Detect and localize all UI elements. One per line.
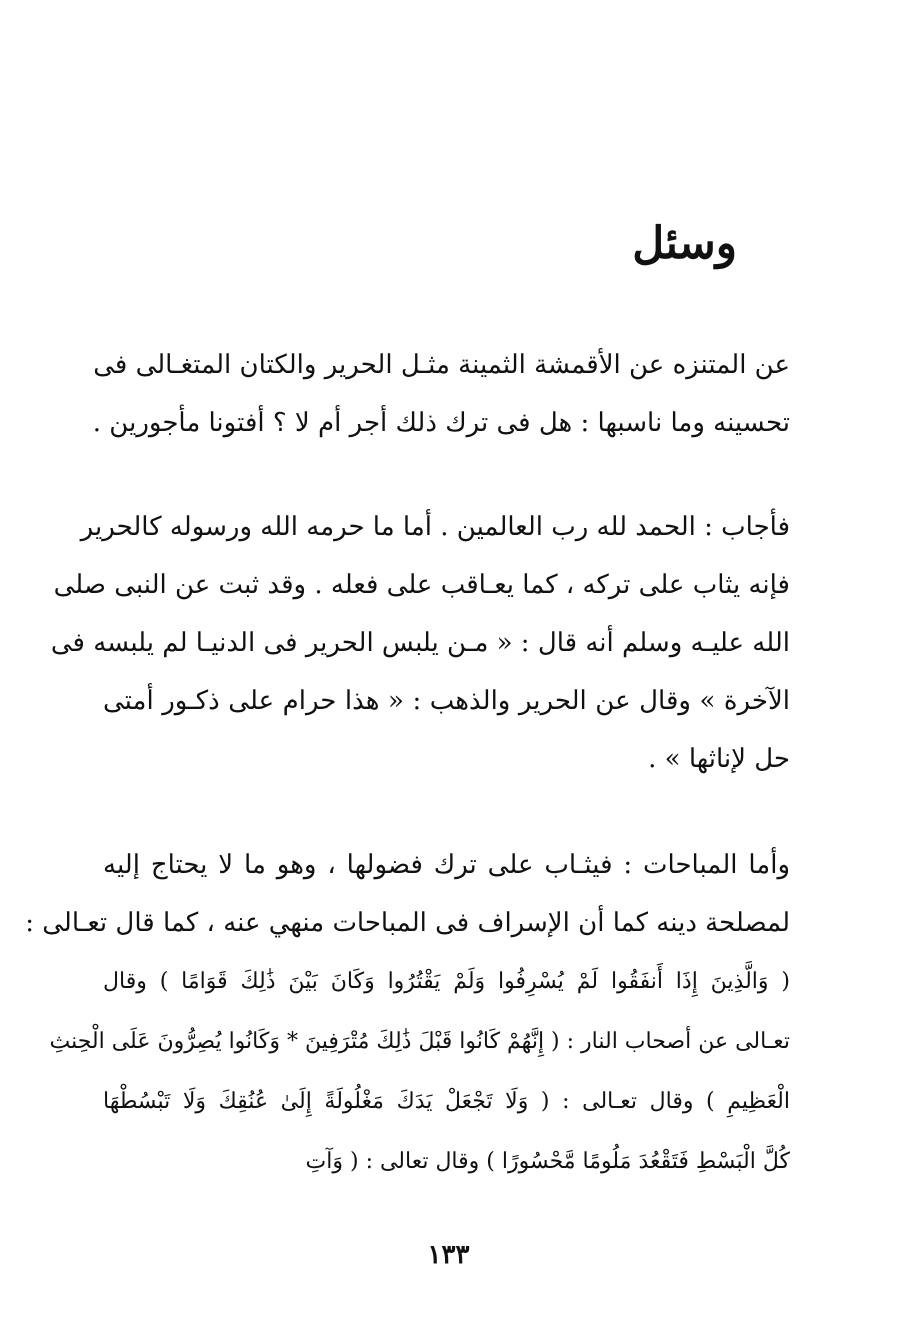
section-heading: وسئل xyxy=(632,218,737,269)
quran-verse-line: الْعَظِيمِ ) وقال تعـالى : ( وَلَا تَجْعَلْ يَدَكَ مَغْلُولَةً إِلَىٰ عُنُقِكَ وَلَا تَبْسُطْهَا xyxy=(103,1089,790,1114)
answer-paragraph xyxy=(50,498,790,788)
mubahat-line: وأما المباحات : فيثـاب على ترك فضولها ، وهو ما لا يحتاج إليه xyxy=(103,850,790,880)
answer-line: حل لإناثها » . xyxy=(648,744,790,774)
answer-line: فإنه يثاب على تركه ، كما يعـاقب على فعله . وقد ثبت عن النبى صلى xyxy=(53,570,790,600)
page-number: ١٣٣ xyxy=(427,1240,470,1270)
quran-verse-line: كُلَّ الْبَسْطِ فَتَقْعُدَ مَلُومًا مَّحْسُورًا ) وقال تعالى : ( وَآتِ xyxy=(305,1149,790,1174)
quran-verse-line: ( وَالَّذِينَ إِذَا أَنفَقُوا لَمْ يُسْرِفُوا وَلَمْ يَقْتُرُوا وَكَانَ بَيْنَ ذَٰلِكَ قَوَامًا ) وقال xyxy=(103,969,790,994)
quran-verse-line: تعـالى عن أصحاب النار : ( إِنَّهُمْ كَانُوا قَبْلَ ذَٰلِكَ مُتْرَفِينَ * وَكَانُوا يُصِرُّونَ عَلَى الْحِنثِ xyxy=(49,1029,790,1054)
answer-line: فأجاب : الحمد لله رب العالمين . أما ما حرمه الله ورسوله كالحرير xyxy=(80,512,790,542)
answer-line: الله عليـه وسلم أنه قال : « مـن يلبس الحرير فى الدنيـا لم يلبسه فى xyxy=(50,628,790,658)
answer-line: الآخرة » وقال عن الحرير والذهب : « هذا حرام على ذكـور أمتى xyxy=(103,686,790,716)
mubahat-paragraph xyxy=(25,836,790,1192)
question-line: تحسينه وما ناسبها : هل فى ترك ذلك أجر أم لا ؟ أفتونا مأجورين . xyxy=(92,408,790,438)
mubahat-line: لمصلحة دينه كما أن الإسراف فى المباحات منهي عنه ، كما قال تعـالى : xyxy=(25,908,790,938)
question-paragraph xyxy=(92,336,790,452)
question-line: عن المتنزه عن الأقمشة الثمينة مثـل الحرير والكتان المتغـالى فى xyxy=(93,350,790,380)
